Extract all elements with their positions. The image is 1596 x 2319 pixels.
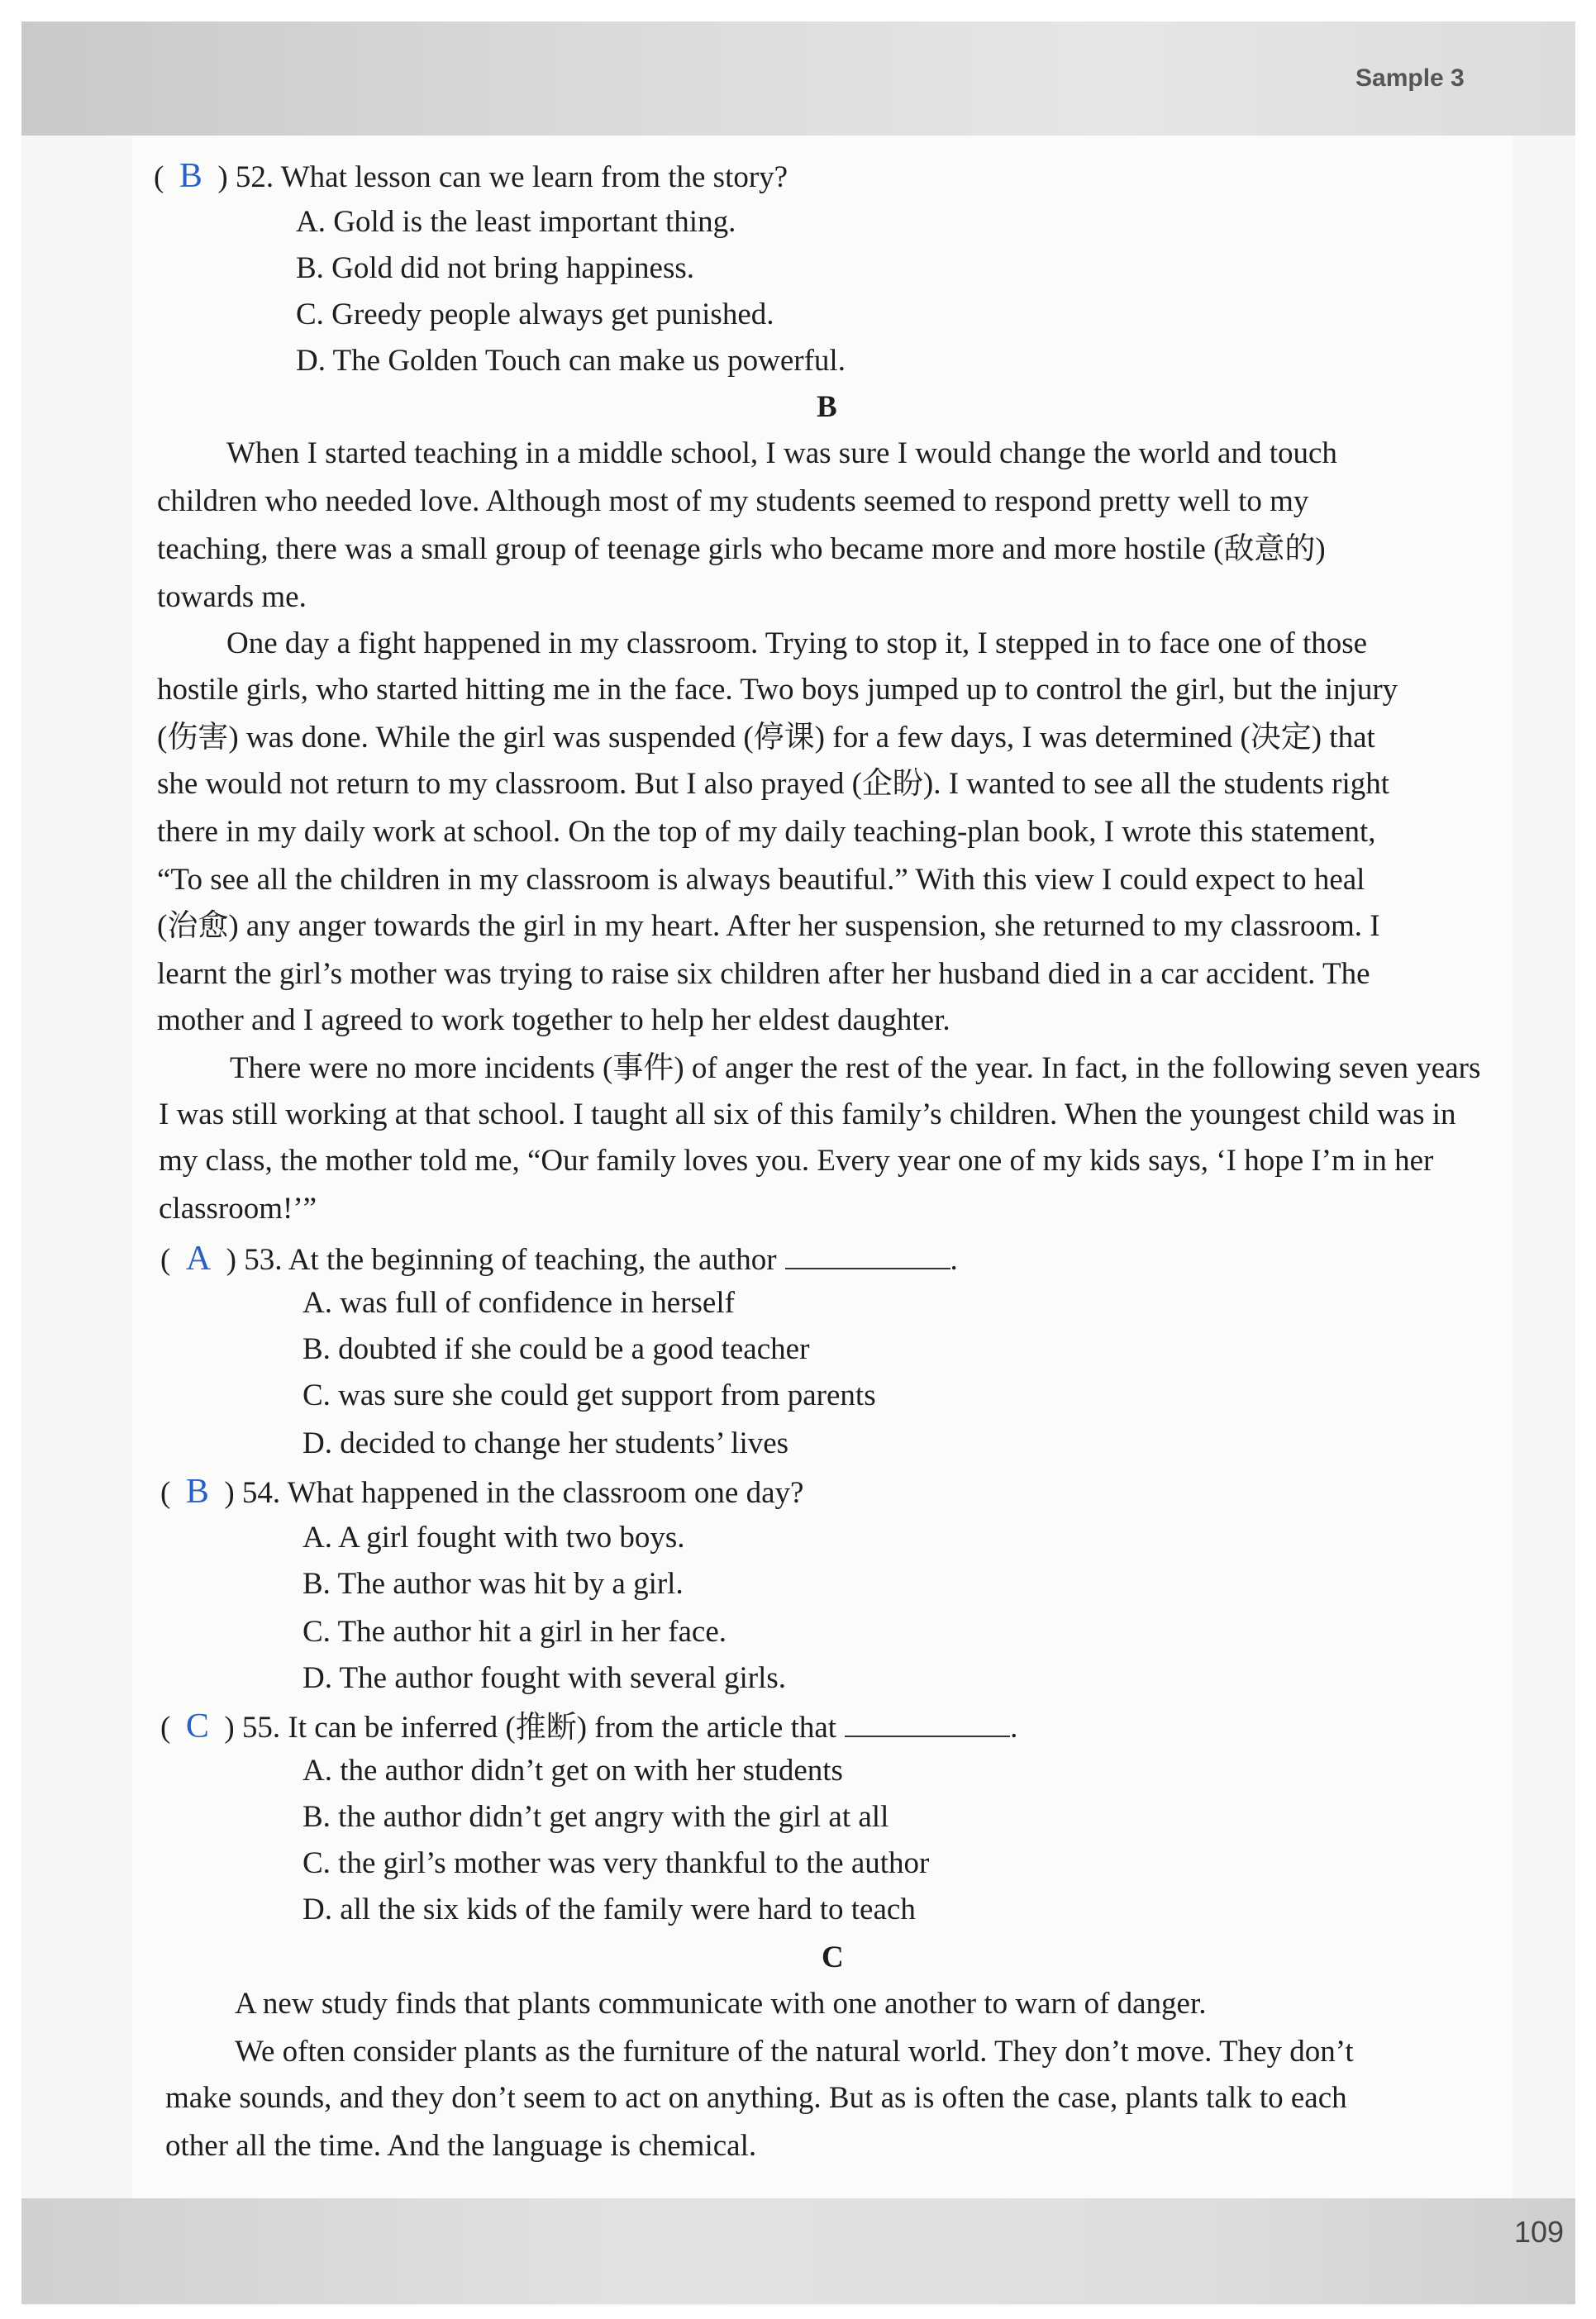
answer-55: C (185, 1707, 209, 1745)
passage-b-line: One day a fight happened in my classroom. Trying to stop it, I stepped in to face one of those (226, 626, 1368, 660)
passage-b-line: children who needed love. Although most of my students seemed to respond pretty well to my (157, 484, 1309, 518)
answer-blank-53 (785, 1243, 950, 1269)
option-55-d: D. all the six kids of the family were hard to teach (303, 1893, 916, 1926)
passage-c-line: A new study finds that plants communicate with one another to warn of danger. (235, 1987, 1207, 2021)
passage-c-line: make sounds, and they don’t seem to act on anything. But as is often the case, plants talk to each (165, 2081, 1347, 2115)
option-54-b: B. The author was hit by a girl. (303, 1567, 684, 1601)
question-52-stem: ) 52. What lesson can we learn from the story? (217, 160, 788, 194)
passage-b-line: teaching, there was a small group of teenage girls who became more and more hostile (敌意的) (157, 532, 1326, 566)
passage-c-line: We often consider plants as the furniture of the natural world. They don’t move. They don’t (235, 2035, 1354, 2069)
question-53-stem: ) 53. At the beginning of teaching, the author (226, 1243, 777, 1277)
question-55-stem: ) 55. It can be inferred (推断) from the article that (224, 1711, 837, 1745)
section-b-title: B (817, 390, 837, 424)
question-53-tail: . (950, 1243, 958, 1277)
answer-53: A (185, 1240, 212, 1278)
option-55-c: C. the girl’s mother was very thankful to the author (303, 1846, 930, 1880)
question-54: ( B ) 54. What happened in the classroom one day? (160, 1473, 804, 1511)
header-label: Sample 3 (1355, 64, 1465, 92)
option-53-d: D. decided to change her students’ lives (303, 1426, 789, 1460)
option-53-b: B. doubted if she could be a good teacher (303, 1332, 810, 1366)
answer-54: B (185, 1473, 209, 1511)
option-55-a: A. the author didn’t get on with her students (303, 1754, 843, 1788)
passage-b-line: she would not return to my classroom. But I also prayed (企盼). I wanted to see all the students right (157, 767, 1390, 801)
option-54-d: D. The author fought with several girls. (303, 1661, 787, 1695)
question-54-stem: ) 54. What happened in the classroom one day? (224, 1476, 804, 1510)
passage-b-line: learnt the girl’s mother was trying to raise six children after her husband died in a car accident. The (157, 957, 1370, 991)
header-band (21, 21, 1575, 136)
question-55: ( C ) 55. It can be inferred (推断) from the article that . (160, 1707, 1018, 1745)
page-number: 109 (1514, 2215, 1565, 2249)
passage-b-line: my class, the mother told me, “Our family loves you. Every year one of my kids says, ‘I hope I’m in her (159, 1144, 1434, 1178)
option-52-a: A. Gold is the least important thing. (296, 205, 736, 239)
option-54-a: A. A girl fought with two boys. (303, 1521, 685, 1555)
passage-b-line: When I started teaching in a middle school, I was sure I would change the world and touch (226, 436, 1337, 470)
option-52-c: C. Greedy people always get punished. (296, 298, 774, 331)
question-53: ( A ) 53. At the beginning of teaching, the author . (160, 1240, 958, 1278)
footer-band (21, 2198, 1575, 2304)
option-54-c: C. The author hit a girl in her face. (303, 1615, 727, 1649)
passage-b-line: There were no more incidents (事件) of anger the rest of the year. In fact, in the following seven years (230, 1051, 1481, 1085)
question-52: ( B ) 52. What lesson can we learn from the story? (154, 157, 788, 195)
passage-b-line: I was still working at that school. I taught all six of this family’s children. When the youngest child was in (159, 1098, 1456, 1131)
passage-c-line: other all the time. And the language is chemical. (165, 2129, 757, 2163)
question-55-tail: . (1010, 1711, 1018, 1745)
passage-b-line: mother and I agreed to work together to help her eldest daughter. (157, 1003, 950, 1037)
option-52-d: D. The Golden Touch can make us powerful. (296, 344, 846, 378)
passage-b-line: hostile girls, who started hitting me in the face. Two boys jumped up to control the girl, but the injury (157, 673, 1398, 707)
answer-52: B (179, 157, 202, 195)
passage-b-line: (治愈) any anger towards the girl in my heart. After her suspension, she returned to my classroom. I (157, 909, 1380, 943)
option-55-b: B. the author didn’t get angry with the girl at all (303, 1800, 889, 1834)
option-53-a: A. was full of confidence in herself (303, 1286, 735, 1320)
passage-b-line: classroom!’” (159, 1192, 317, 1226)
option-53-c: C. was sure she could get support from parents (303, 1379, 876, 1412)
section-c-title: C (822, 1940, 844, 1974)
passage-b-line: there in my daily work at school. On the top of my daily teaching-plan book, I wrote this statement, (157, 815, 1376, 849)
passage-b-line: towards me. (157, 580, 307, 614)
answer-blank-55 (845, 1711, 1010, 1737)
passage-b-line: “To see all the children in my classroom is always beautiful.” With this view I could expect to heal (157, 863, 1365, 897)
passage-b-line: (伤害) was done. While the girl was suspended (停课) for a few days, I was determined (决定) that (157, 721, 1375, 755)
option-52-b: B. Gold did not bring happiness. (296, 251, 695, 285)
